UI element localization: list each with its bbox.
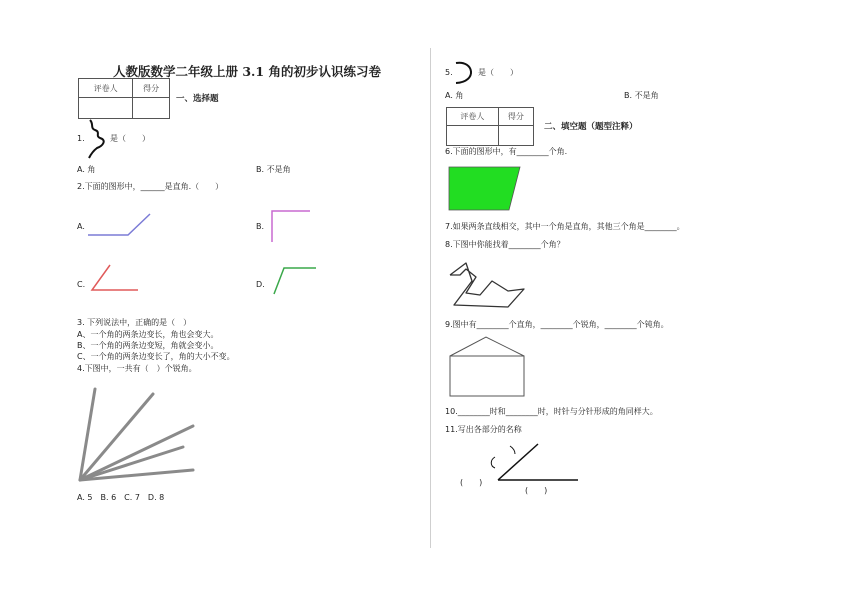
page-title: 人教版数学二年级上册 3.1 角的初步认识练习卷 [113, 64, 381, 79]
q2-text: 2.下面的图形中，______是直角.（ ） [77, 182, 224, 191]
q1-option-a[interactable]: A. 角 [77, 165, 96, 174]
q1-text: 是（ ） [110, 134, 150, 143]
q9-house-figure [448, 336, 526, 398]
q3-text: 3. 下列说法中，正确的是（ ） [77, 318, 192, 327]
grade-table-left [78, 78, 170, 119]
q1-option-b[interactable]: B. 不是角 [256, 165, 291, 174]
q6-text: 6.下面的图形中，有________个角. [445, 147, 568, 156]
q2-figure-c [90, 264, 140, 292]
grader-header: 评卷人 [79, 79, 133, 98]
q4-rays-figure [75, 385, 195, 485]
grade-table-right [446, 107, 534, 146]
q2-option-a[interactable]: A. [77, 222, 85, 231]
q11-angle-figure [490, 442, 582, 482]
grader-cell[interactable] [447, 126, 499, 146]
q3-option-c[interactable]: C、一个角的两条边变长了，角的大小不变。 [77, 352, 235, 361]
q8-text: 8.下图中你能找着________个角？ [445, 240, 565, 249]
q5-option-b[interactable]: B. 不是角 [624, 91, 659, 100]
q2-figure-b [270, 210, 312, 244]
q11-side-blank[interactable]: ( ) [525, 486, 548, 495]
q5-number: 5. [445, 68, 453, 77]
q2-figure-d [272, 266, 318, 296]
q6-parallelogram-figure [448, 166, 522, 212]
column-divider [430, 48, 431, 548]
q1-number: 1. [77, 134, 85, 143]
q9-text: 9.图中有________个直角，________个锐角，________个钝角。 [445, 320, 669, 329]
section-heading-fill: 二、填空题（题型注释） [544, 122, 638, 132]
q3-option-b[interactable]: B、一个角的两条边变短，角就会变小。 [77, 341, 219, 350]
q2-figure-a [88, 212, 152, 238]
q5-curve-figure [452, 60, 478, 86]
score-header: 得分 [133, 79, 170, 98]
score-header: 得分 [498, 108, 533, 126]
q5-option-a[interactable]: A. 角 [445, 91, 464, 100]
q10-text: 10.________时和________时，时针与分针形成的角同样大。 [445, 407, 658, 416]
score-cell[interactable] [133, 98, 170, 119]
q2-option-b[interactable]: B. [256, 222, 265, 231]
q11-text: 11.写出各部分的名称 [445, 425, 522, 434]
grader-cell[interactable] [79, 98, 133, 119]
q11-vertex-blank[interactable]: ( ) [460, 478, 483, 487]
score-cell[interactable] [498, 126, 533, 146]
q5-text: 是（ ） [478, 68, 518, 77]
q2-option-c[interactable]: C. [77, 280, 86, 289]
q7-text: 7.如果两条直线相交，其中一个角是直角，其他三个角是________。 [445, 222, 685, 231]
q4-options[interactable]: A. 5 B. 6 C. 7 D. 8 [77, 493, 165, 502]
q8-goose-figure [446, 261, 528, 311]
section-heading-choice: 一、选择题 [176, 94, 219, 104]
q2-option-d[interactable]: D. [256, 280, 265, 289]
grader-header: 评卷人 [447, 108, 499, 126]
q3-option-a[interactable]: A、一个角的两条边变长，角也会变大。 [77, 330, 219, 339]
q4-text: 4.下图中，一共有（ ）个锐角。 [77, 364, 197, 373]
